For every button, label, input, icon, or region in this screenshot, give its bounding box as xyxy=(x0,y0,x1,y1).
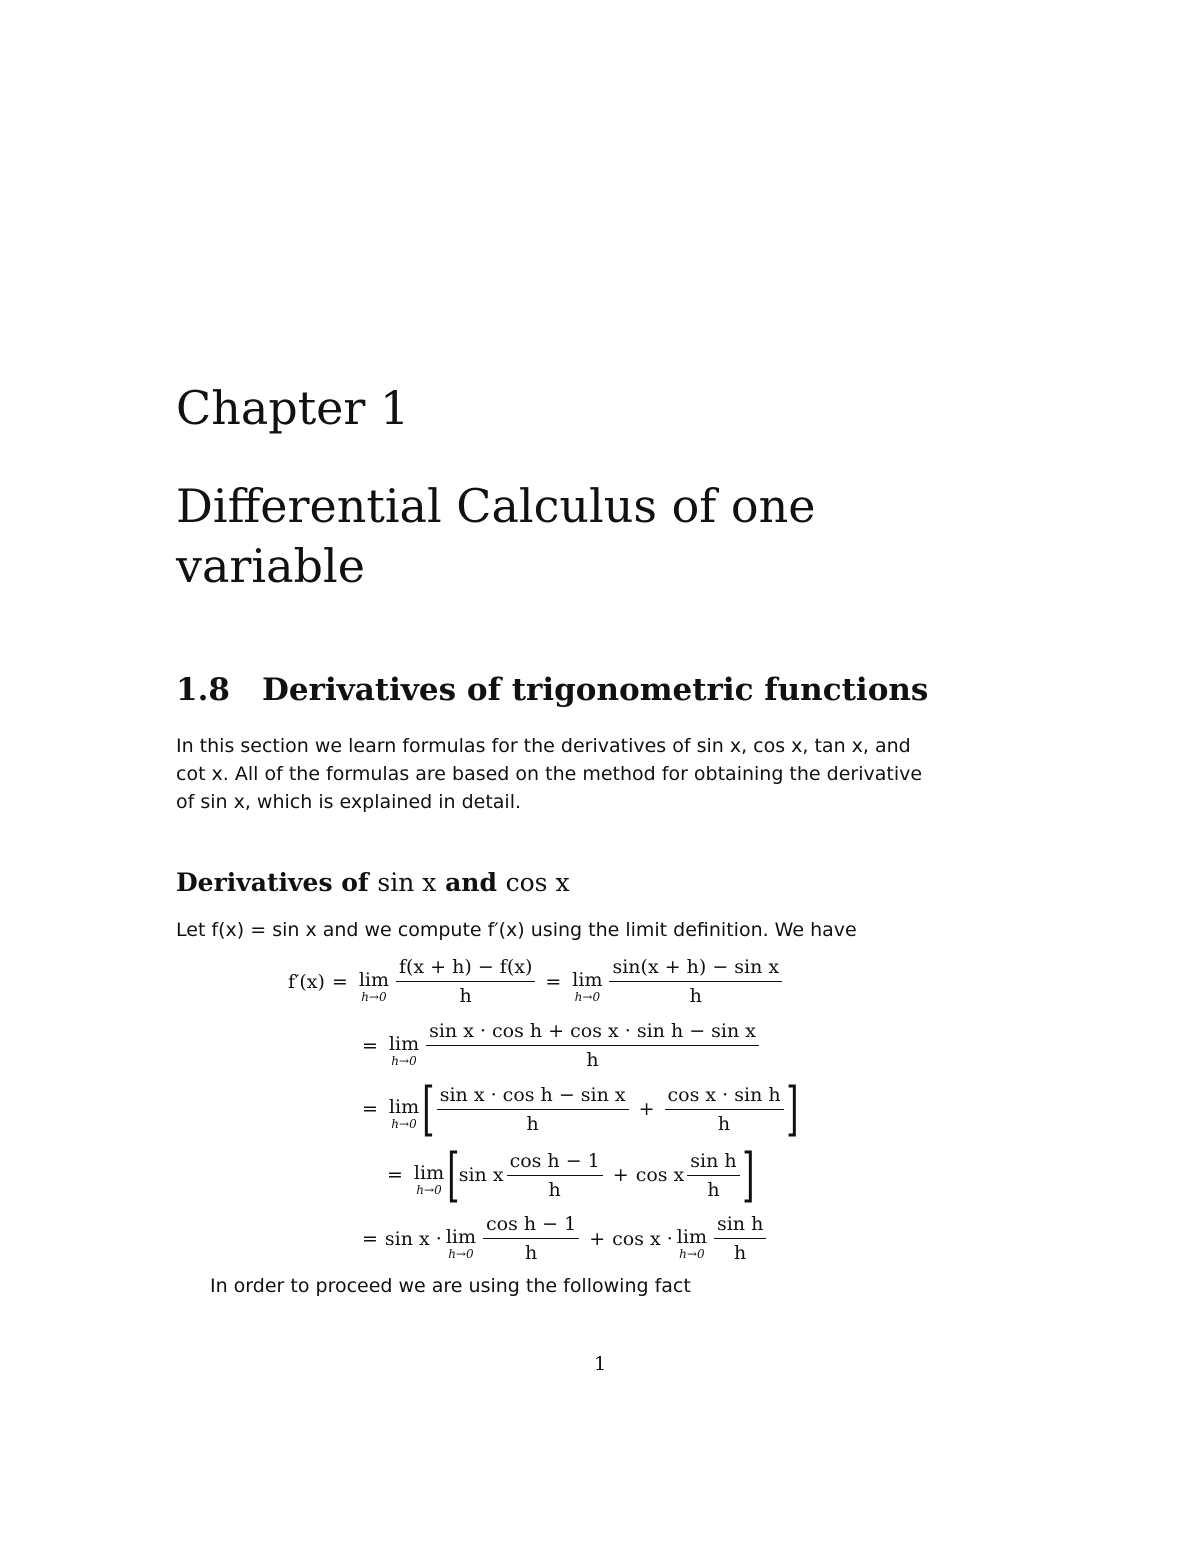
equation-line-5 xyxy=(355,1212,769,1265)
lim-sub: h→0 xyxy=(391,1117,417,1131)
numerator: sin(x + h) − sin x xyxy=(612,956,780,978)
subsection-mid: and xyxy=(436,868,506,897)
lim-sub: h→0 xyxy=(361,989,387,1004)
denominator: h xyxy=(483,1238,579,1265)
numerator: sin h xyxy=(716,1213,764,1235)
lim-word: lim xyxy=(445,1225,476,1248)
lim-word: lim xyxy=(676,1225,707,1248)
lim-word: lim xyxy=(388,1096,420,1118)
subsection-prefix: Derivatives of xyxy=(176,868,378,897)
chapter-title: Differential Calculus of one variable xyxy=(176,479,816,593)
numerator: sin x · cos h + cos x · sin h − sin x xyxy=(429,1020,756,1042)
lim-word: lim xyxy=(388,1032,420,1055)
denominator: h xyxy=(609,981,782,1008)
eq4-term-sin: sin x xyxy=(458,1164,504,1186)
eq3-fraction-a xyxy=(437,1083,629,1136)
chapter-heading: Chapter 1 xyxy=(176,381,410,435)
page-number: 1 xyxy=(593,1353,607,1375)
denominator: h xyxy=(687,1175,739,1202)
eq4-plus: + xyxy=(612,1164,629,1186)
numerator: cos h − 1 xyxy=(509,1149,600,1172)
eq1-fraction-a xyxy=(396,955,535,1008)
eq4-term-cos: cos x xyxy=(635,1164,685,1186)
eq1-limit-b xyxy=(572,961,602,1003)
eq4-fraction-b xyxy=(687,1149,739,1202)
numerator: sin x · cos h − sin x xyxy=(439,1083,626,1106)
equation-line-2 xyxy=(355,1019,762,1072)
eq1-limit-a xyxy=(359,961,389,1003)
eq1-fraction-b xyxy=(609,955,782,1008)
denominator: h xyxy=(396,981,535,1008)
lim-word: lim xyxy=(413,1162,445,1184)
eq1-equals: = xyxy=(331,970,348,993)
denominator: h xyxy=(714,1238,766,1265)
right-bracket: ] xyxy=(741,1141,755,1209)
left-bracket: [ xyxy=(422,1075,435,1143)
eq5-term-sin: sin x · xyxy=(384,1227,442,1250)
section-heading xyxy=(176,670,928,710)
denominator: h xyxy=(426,1045,759,1072)
lim-word: lim xyxy=(572,968,603,991)
numerator: sin h xyxy=(690,1149,737,1172)
eq5-plus: + xyxy=(589,1227,606,1250)
eq5-limit-b xyxy=(677,1218,707,1260)
eq3-plus: + xyxy=(638,1098,655,1120)
lim-sub: h→0 xyxy=(448,1246,474,1261)
eq3-limit xyxy=(389,1088,419,1130)
numerator: cos x · sin h xyxy=(667,1083,781,1106)
eq4-limit xyxy=(414,1154,444,1196)
eq4-fraction-a xyxy=(507,1149,603,1202)
eq1-lhs: f′(x) xyxy=(288,970,325,993)
left-bracket: [ xyxy=(447,1141,460,1209)
lim-word: lim xyxy=(358,968,389,991)
eq2-equals: = xyxy=(362,1034,378,1057)
intro-paragraph: In this section we learn formulas for the derivatives of sin x, cos x, tan x, and cot x. All of the formulas are based on the method for obtaining the derivative of sin x, which is explained in detail. xyxy=(176,735,923,813)
right-bracket: ] xyxy=(785,1075,799,1143)
lim-sub: h→0 xyxy=(679,1246,705,1261)
denominator: h xyxy=(437,1109,629,1136)
eq1-equals-2: = xyxy=(545,970,562,993)
lim-sub: h→0 xyxy=(391,1053,417,1068)
subsection-heading xyxy=(176,866,570,900)
denominator: h xyxy=(507,1175,603,1202)
eq5-fraction-a xyxy=(483,1212,579,1265)
denominator: h xyxy=(665,1109,784,1136)
section-number: 1.8 xyxy=(176,672,230,708)
equation-line-4 xyxy=(380,1141,755,1209)
subsection-fn-sin: sin x xyxy=(377,868,437,897)
eq4-equals: = xyxy=(387,1164,403,1186)
eq3-equals: = xyxy=(362,1098,378,1120)
eq2-limit xyxy=(389,1025,419,1067)
equation-line-3 xyxy=(355,1075,799,1143)
equation-line-1 xyxy=(288,955,785,1008)
eq2-fraction xyxy=(426,1019,759,1072)
eq5-term-cos: cos x · xyxy=(612,1227,673,1250)
lim-sub: h→0 xyxy=(574,989,601,1004)
eq5-limit-a xyxy=(446,1218,476,1260)
numerator: f(x + h) − f(x) xyxy=(398,956,533,978)
lim-sub: h→0 xyxy=(416,1183,442,1197)
let-line: Let f(x) = sin x and we compute f′(x) using the limit definition. We have xyxy=(176,919,857,941)
order-line: In order to proceed we are using the following fact xyxy=(210,1275,691,1297)
numerator: cos h − 1 xyxy=(486,1213,577,1235)
subsection-fn-cos: cos x xyxy=(505,868,570,897)
eq5-equals: = xyxy=(362,1227,378,1250)
eq5-fraction-b xyxy=(714,1212,766,1265)
eq3-fraction-b xyxy=(665,1083,784,1136)
section-title: Derivatives of trigonometric functions xyxy=(262,672,929,708)
